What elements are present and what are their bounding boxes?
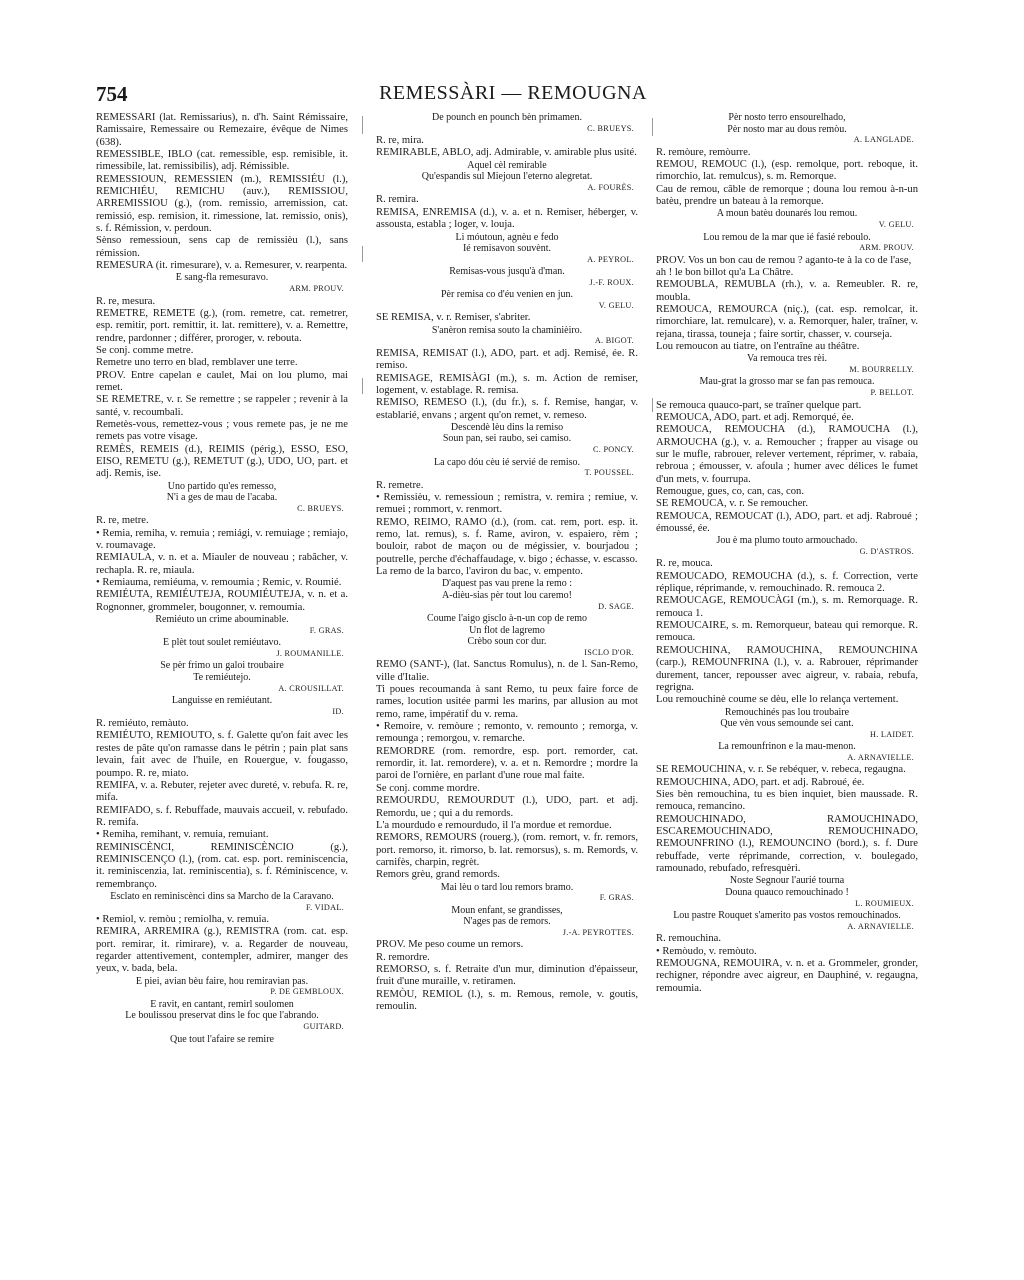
- column-rule: [362, 246, 363, 262]
- citation-source: L. ROUMIEUX.: [855, 898, 914, 908]
- column-rule: [652, 118, 653, 136]
- entry-paragraph: R. re, mesura.: [96, 295, 156, 307]
- quotation-line: De pounch en pounch bèn primamen.: [432, 112, 582, 123]
- entry-paragraph: SE REMISA, v. r. Remiser, s'abriter.: [376, 312, 531, 324]
- entry-paragraph: REMOUCAGE, REMOUCÀGI (m.), s. m. Remorquage. R. remouca 1.: [656, 595, 918, 619]
- quotation-line: E sang-fla remesuravo.: [175, 272, 269, 284]
- entry-paragraph: REMO, REIMO, RAMO (d.), (rom. cat. rem, port. esp. it. remo, lat. remus), s. f. Rame, aviron, v. espaiero, rèm ; bouloir, rabot de maçon ou de mégissier, v. bourjadou ; poutrelle, perche d'échaffaudage, v. bigo ; échasse, v. escasso.: [376, 516, 638, 565]
- entry-paragraph: REMOUCAIRE, s. m. Remorqueur, bateau qui remorque. R. remouca.: [656, 620, 918, 644]
- citation-source: C. PONCY.: [593, 445, 634, 455]
- citation-source: F. GRAS.: [599, 893, 634, 903]
- citation-source: ID.: [332, 706, 344, 716]
- quotation-line: Noste Segnour l'aurié tourna: [729, 875, 845, 887]
- quotation-line: Descendè lèu dins la remiso: [450, 421, 564, 433]
- column-rule: [362, 378, 363, 394]
- quotation-line: Aquel cèl remirable: [467, 159, 547, 171]
- entry-paragraph: REMORS, REMOURS (rouerg.), (rom. remort, v. fr. remors, port. remorso, it. rimorso, b. lat. remorsus), s. m. Remords, v. carnifès, charpin, regrèt.: [376, 832, 638, 868]
- citation-source: ISCLO D'OR.: [584, 647, 634, 657]
- citation-source: H. LAIDET.: [869, 729, 914, 739]
- entry-paragraph: • Remiol, v. remòu ; remiolha, v. remuia.: [96, 914, 269, 926]
- citation-source: D. SAGE.: [598, 601, 634, 611]
- citation-source: ARM. PROUV.: [289, 284, 344, 294]
- entry-paragraph: REMOUCHINADO, RAMOUCHINADO, ESCAREMOUCHINADO, REMOUCHINADO, REMOUNFRINO (l.), REMOUNCINO (bord.), s. f. Dure rebuffade, verte réprimande, correction, v. boulegado, ramounado, rebufado, refresquèri.: [656, 813, 918, 875]
- entry-paragraph: REMINISCÈNCI, REMINISCÈNCIO (g.), REMINISCENÇO (l.), (rom. cat. esp. port. reminiscencia, it. reminiscenzia, lat. reminiscentia), s. f. Réminiscence, v. remembranço.: [96, 841, 348, 890]
- page-number: 754: [96, 82, 128, 106]
- entry-paragraph: PROV. Me peso coume un remors.: [376, 939, 524, 951]
- entry-paragraph: R. remòure, remòurre.: [656, 146, 751, 158]
- citation-source: C. BRUEYS.: [587, 123, 634, 133]
- entry-paragraph: REMORSO, s. f. Retraite d'un mur, diminution d'épaisseur, fruit d'une muraille, v. retiramen.: [376, 964, 638, 988]
- running-title: REMESSÀRI — REMOUGNA: [379, 82, 647, 104]
- entry-paragraph: Cau de remou, câble de remorque ; douna lou remou à-n-un batèu, prendre un bateau à la remorque.: [656, 183, 918, 208]
- quotation-line: S'anèron remisa souto la chaminièiro.: [431, 324, 583, 336]
- entry-paragraph: REMOUCHINA, RAMOUCHINA, REMOUNCHINA (carp.), REMOUNFRINA (l.), v. a. Rabrouer, réprimander durement, tancer, repousser avec aigreur, v. rabaia, rebufa, regrigna.: [656, 644, 918, 693]
- entry-paragraph: REMESSIBLE, IBLO (cat. remessible, esp. remisible, it. rimessibile, lat. remissibilis), adj. Rémissible.: [96, 149, 348, 173]
- entry-paragraph: REMIFADO, s. f. Rebuffade, mauvais accueil, v. rebufado. R. remifa.: [96, 804, 348, 828]
- entry-paragraph: Sènso remessioun, sens cap de remissièu (l.), sans rémission.: [96, 235, 348, 259]
- citation-source: V. GELU.: [598, 300, 634, 310]
- entry-paragraph: REMOUCA, ADO, part. et adj. Remorqué, ée.: [656, 411, 854, 423]
- citation-source: G. D'ASTROS.: [859, 546, 914, 556]
- entry-paragraph: Lou remoucon au tiatre, on l'entraîne au théâtre.: [656, 341, 860, 352]
- citation-source: M. BOURRELLY.: [849, 364, 914, 374]
- entry-paragraph: Lou remouchinè coume se dèu, elle lo relança vertement.: [656, 694, 899, 706]
- entry-paragraph: REMOUCHINA, ADO, part. et adj. Rabroué, ée.: [656, 776, 865, 788]
- entry-paragraph: • Remiha, remihant, v. remuia, remuiant.: [96, 829, 269, 841]
- quotation-line: Se pèr frimo un galoi troubaire: [160, 660, 284, 672]
- citation-source: F. VIDAL.: [305, 902, 344, 912]
- quotation-line: E plèt tout soulet remiéutavo.: [162, 637, 282, 649]
- quotation-line: Lou pastre Rouquet s'amerito pas vostos remouchinados.: [673, 910, 901, 922]
- quotation-line: La capo dóu cèu ié servié de remiso.: [433, 456, 581, 468]
- entry-paragraph: REMOUCA, REMOURCA (niç.), (cat. esp. remolcar, it. rimorchiare, lat. remulcare), v. a. Remorquer, haler, traîner, v. rejana, tirassa, touneja ; faire sortir, chasser, v. courseja.: [656, 303, 918, 340]
- entry-paragraph: SE REMOUCHINA, v. r. Se rebéquer, v. rebeca, regaugna.: [656, 764, 906, 776]
- quotation-line: Mau-grat la grosso mar se fan pas remouca.: [699, 376, 875, 388]
- entry-paragraph: R. remetre.: [376, 479, 424, 491]
- entry-paragraph: Remors grèu, grand remords.: [376, 869, 500, 881]
- quotation-line: Remiéuto un crime abouminable.: [155, 614, 289, 626]
- citation-source: J.-F. ROUX.: [589, 277, 634, 287]
- entry-paragraph: Sies bèn remouchina, tu es bien inquiet, bien maussade. R. remouca, remancino.: [656, 789, 918, 813]
- quotation-line: E ravit, en cantant, remirl soulomen: [150, 998, 294, 1010]
- entry-paragraph: REMISO, REMESO (l.), (du fr.), s. f. Remise, hangar, v. establarié, envans ; argent qu'on remet, v. remeso.: [376, 397, 638, 421]
- quotation-line: A-dièu-sias pèr tout lou caremo!: [442, 590, 572, 601]
- entry-paragraph: SE REMOUCA, v. r. Se remoucher.: [656, 498, 809, 510]
- quotation-line: D'aquest pas vau prene la remo :: [441, 578, 573, 590]
- citation-source: A. CROUSILLAT.: [278, 683, 344, 693]
- entry-paragraph: REMOUGNA, REMOUIRA, v. n. et a. Grommeler, gronder, rechigner, répondre avec aigreur, en Dauphiné, v. regaugna, remoumia.: [656, 957, 918, 994]
- citation-source: A. ARNAVIELLE.: [847, 752, 914, 762]
- column-rule: [652, 398, 653, 412]
- entry-paragraph: • Remoire, v. remòure ; remonto, v. remounto ; remorga, v. remounga ; remorgou, v. remarche.: [376, 721, 638, 745]
- citation-source: ARM. PROUV.: [859, 243, 914, 253]
- entry-paragraph: R. re, mouca.: [656, 558, 713, 570]
- entry-paragraph: • Remia, remiha, v. remuia ; remiági, v. remuiage ; remiajo, v. roumavage.: [96, 527, 348, 552]
- quotation-line: Mai lèu o tard lou remors bramo.: [440, 881, 574, 893]
- quotation-line: Moun enfant, se grandisses,: [451, 904, 563, 916]
- entry-paragraph: REMIÉUTO, REMIOUTO, s. f. Galette qu'on fait avec les restes de pâte qu'on ramasse dans le pétrin ; pain plat sans levain, fait avec de l'huile, en Rouergue, v. fougasso, poumpo. R. re, miato.: [96, 730, 348, 779]
- citation-source: J.-A. PEYROTTES.: [562, 927, 634, 937]
- citation-source: P. BELLOT.: [870, 388, 914, 398]
- quotation-line: Que tout l'afaire se remire: [170, 1033, 274, 1045]
- entry-paragraph: PROV. Entre capelan e caulet, Mai on lou plumo, mai remet.: [96, 369, 348, 393]
- entry-paragraph: REMIRABLE, ABLO, adj. Admirable, v. amirable plus usité.: [376, 147, 637, 159]
- quotation-line: La remounfrinon e la mau-menon.: [718, 741, 856, 753]
- quotation-line: Qu'espandis sul Miejoun l'eterno alegretat.: [421, 171, 593, 183]
- entry-paragraph: Se remouca quauco-part, se traîner quelque part.: [656, 399, 862, 411]
- quotation-line: Li móutoun, agnèu e fedo: [455, 231, 559, 243]
- quotation-line: Pèr remisa co d'éu venien en jun.: [440, 289, 574, 301]
- page-header: [96, 82, 930, 110]
- entry-paragraph: REMISA, REMISAT (l.), ADO, part. et adj. Remisé, ée. R. remiso.: [376, 347, 638, 372]
- entry-paragraph: Remetès-vous, remettez-vous ; vous remete pas, je ne me remets pas votre visage.: [96, 419, 348, 443]
- entry-paragraph: REMISAGE, REMISÀGI (m.), s. m. Action de remiser, logement, v. establage. R. remisa.: [376, 372, 638, 396]
- column-rule: [362, 116, 363, 134]
- entry-paragraph: L'a mourdudo e remourdudo, il l'a mordue et remordue.: [376, 819, 612, 831]
- entry-paragraph: REMÒU, REMIOL (l.), s. m. Remous, remole, v. goutis, remoulin.: [376, 988, 638, 1013]
- entry-paragraph: R. remira.: [376, 194, 419, 206]
- quotation-line: A moun batèu dounarés lou remou.: [716, 208, 858, 220]
- quotation-line: Crèbo soun cor dur.: [467, 636, 547, 648]
- entry-paragraph: Se conj. comme mordre.: [376, 782, 480, 794]
- quotation-line: Languisse en remiéutant.: [171, 695, 273, 707]
- entry-paragraph: REMESURA (it. rimesurare), v. a. Remesurer, v. rearpenta.: [96, 260, 348, 272]
- quotation-line: Que vèn vous semounde sei cant.: [720, 718, 854, 730]
- entry-paragraph: R. remordre.: [376, 951, 430, 963]
- entry-paragraph: REMIRA, ARREMIRA (g.), REMISTRA (rom. cat. esp. port. remirar, it. rimirare), v. a. Regarder de nouveau, regarder attentivement, contempler, admirer, manger des yeux, v. bada, bela.: [96, 926, 348, 975]
- quotation-line: Te remiéutejo.: [193, 671, 251, 683]
- entry-paragraph: Ti poues recoumanda à sant Remo, tu peux faire force de rames, locution usitée parmi les marins, par allusion au mot remo, rame, impératif du v. rema.: [376, 684, 638, 720]
- quotation-line: E piei, avian bèu faire, hou remiravian pas.: [135, 975, 309, 987]
- entry-paragraph: REMIÉUTA, REMIÉUTEJA, ROUMIÉUTEJA, v. n. et a. Rognonner, grommeler, bougonner, v. remoumia.: [96, 589, 348, 613]
- entry-paragraph: REMIFA, v. a. Rebuter, rejeter avec dureté, v. rebufa. R. re, mifa.: [96, 779, 348, 804]
- entry-paragraph: REMO (SANT-), (lat. Sanctus Romulus), n. de l. San-Remo, ville d'Italie.: [376, 659, 638, 683]
- quotation-line: Le boulissou preservat dins le foc que l'abrando.: [125, 1010, 319, 1022]
- entry-paragraph: R. re, metre.: [96, 515, 149, 527]
- citation-source: V. GELU.: [878, 220, 914, 229]
- citation-source: A. PEYROL.: [587, 254, 634, 264]
- entry-paragraph: Remougue, gues, co, can, cas, con.: [656, 485, 804, 497]
- quotation-line: Va remouca tres rèi.: [747, 353, 827, 365]
- column-middle: [376, 112, 638, 1252]
- quotation-line: Douna quauco remouchinado !: [725, 887, 849, 898]
- entry-paragraph: • Remissièu, v. remessioun ; remistra, v. remira ; remiue, v. remuei ; rommort, v. renmort.: [376, 492, 638, 516]
- entry-paragraph: R. remouchina.: [656, 933, 722, 945]
- quotation-line: Remisas-vous jusqu'à d'man.: [449, 266, 565, 278]
- entry-paragraph: ah ! le bon billot qu'a La Châtre.: [656, 266, 794, 278]
- quotation-line: Soun pan, sei raubo, sei camiso.: [442, 433, 572, 445]
- quotation-line: Lou remou de la mar que ié fasié reboulo.: [703, 231, 871, 243]
- entry-paragraph: SE REMETRE, v. r. Se remettre ; se rappeler ; revenir à la santé, v. recoumbali.: [96, 394, 348, 418]
- citation-source: P. DE GEMBLOUX.: [270, 987, 344, 997]
- entry-paragraph: La remo de la barco, l'aviron du bac, v. empento.: [376, 566, 583, 578]
- citation-source: A. BIGOT.: [594, 336, 634, 346]
- entry-paragraph: REMESSÀRI (lat. Remissarius), n. d'h. Saint Rémissaire, Ramissaire, Remessaire ou Remezaire, évêque de Nimes (638).: [96, 112, 348, 148]
- citation-source: C. BRUEYS.: [297, 503, 344, 513]
- entry-paragraph: R. remiéuto, remàuto.: [96, 718, 189, 730]
- entry-paragraph: REMOUCA, REMOUCAT (l.), ADO, part. et adj. Rabroué ; émoussé, ée.: [656, 510, 918, 534]
- entry-paragraph: R. re, mira.: [376, 135, 424, 147]
- entry-paragraph: • Remiauma, remiéuma, v. remoumia ; Remic, v. Roumié.: [96, 577, 342, 589]
- citation-source: T. POUSSEL.: [584, 468, 634, 478]
- quotation-line: Uno partido qu'es remesso,: [167, 480, 277, 492]
- quotation-line: Jou è ma plumo touto armouchado.: [716, 535, 858, 547]
- quotation-line: Esclato en reminiscènci dins sa Marcho de la Caravano.: [110, 890, 334, 902]
- entry-paragraph: REMESSIOUN, REMESSIEN (m.), REMISSIÉU (l.), REMICHIÉU, REMICHU (auv.), REMISSIOU, ARREMISSIOU (g.), (rom. remissio, arremission, cat. remissió, esp. remision, it. rimessione, lat. remissio, onis), s. f. Rémission, v. perdoun.: [96, 173, 348, 235]
- quotation-line: N'i a ges de mau de l'acaba.: [166, 492, 278, 504]
- citation-source: A. LANGLADE.: [853, 135, 914, 145]
- entry-paragraph: Se conj. comme metre.: [96, 344, 194, 356]
- quotation-line: Pèr nosto terro ensourelhado,: [728, 112, 846, 123]
- entry-paragraph: REMISA, ENREMISA (d.), v. a. et n. Remiser, héberger, v. assousta, establa ; loger, v. louja.: [376, 206, 638, 231]
- entry-paragraph: REMÈS, REMEIS (d.), REIMIS (périg.), ESSO, ESO, EISO, REMETU (g.), REMETUT (g.), UDO, UO, part. et adj. Remis, ise.: [96, 443, 348, 480]
- citation-source: GUITARD.: [303, 1022, 344, 1032]
- quotation-line: Pèr nosto mar au dous remòu.: [727, 123, 847, 135]
- citation-source: J. ROUMANILLE.: [276, 648, 344, 658]
- column-left: [96, 112, 348, 1252]
- column-right: [656, 112, 918, 1252]
- citation-source: F. GRAS.: [309, 625, 344, 635]
- quotation-line: N'ages pas de remors.: [463, 916, 551, 928]
- entry-paragraph: REMORDRE (rom. remordre, esp. port. remorder, cat. remordir, it. lat. remordere), v. a. et n. Remordre ; mordre la paroi de l'ornière, en parlant d'une roue mal faite.: [376, 745, 638, 782]
- entry-paragraph: PROV. Vos un bon cau de remou ? aganto-te à la co de l'ase,: [656, 254, 912, 266]
- entry-paragraph: • Remòudo, v. remòuto.: [656, 945, 757, 957]
- quotation-line: Un flot de lagremo: [469, 624, 545, 636]
- entry-paragraph: REMETRE, REMETE (g.), (rom. remetre, cat. remetrer, esp. remitir, port. remittir, it. lat. remittere), v. a. Remettre, rendre, pardonner ; différer, proroger, v. rebouta.: [96, 307, 348, 344]
- entry-paragraph: REMOU, REMOUC (l.), (esp. remolque, port. reboque, it. rimorchio, lat. remulcus), s. m. Remorque.: [656, 159, 918, 183]
- citation-source: A. ARNAVIELLE.: [847, 921, 914, 931]
- quotation-line: Coume l'aigo gisclo à-n-un cop de remo: [426, 613, 588, 625]
- citation-source: A. FOURÈS.: [587, 182, 634, 192]
- entry-paragraph: Remetre uno terro en blad, remblaver une terre.: [96, 357, 298, 369]
- quotation-line: Remouchinés pas lou troubaire: [724, 706, 850, 718]
- entry-paragraph: REMOUCADO, REMOUCHA (d.), s. f. Correction, verte réplique, réprimande, v. remouchinado. R. remouca 2.: [656, 570, 918, 595]
- entry-paragraph: REMIAULA, v. n. et a. Miauler de nouveau ; rabâcher, v. rechapla. R. re, miaula.: [96, 552, 348, 576]
- entry-paragraph: REMOURDU, REMOURDUT (l.), UDO, part. et adj. Remordu, ue ; qui a du remords.: [376, 795, 638, 819]
- quotation-line: Ié remisavon souvènt.: [462, 243, 552, 255]
- entry-paragraph: REMOUBLA, REMUBLA (rh.), v. a. Remeubler. R. re, moubla.: [656, 279, 918, 303]
- entry-paragraph: REMOUCA, REMOUCHA (d.), RAMOUCHA (l.), ARMOUCHA (g.), v. a. Remoucher ; frapper au visage ou sur le mufle, rabrouer, relever vertement, réprimer, v. rabaia, rebroua ; émousser, v. afoula ; humer avec délices le fumet d'un mets, v. fourrupa.: [656, 424, 918, 485]
